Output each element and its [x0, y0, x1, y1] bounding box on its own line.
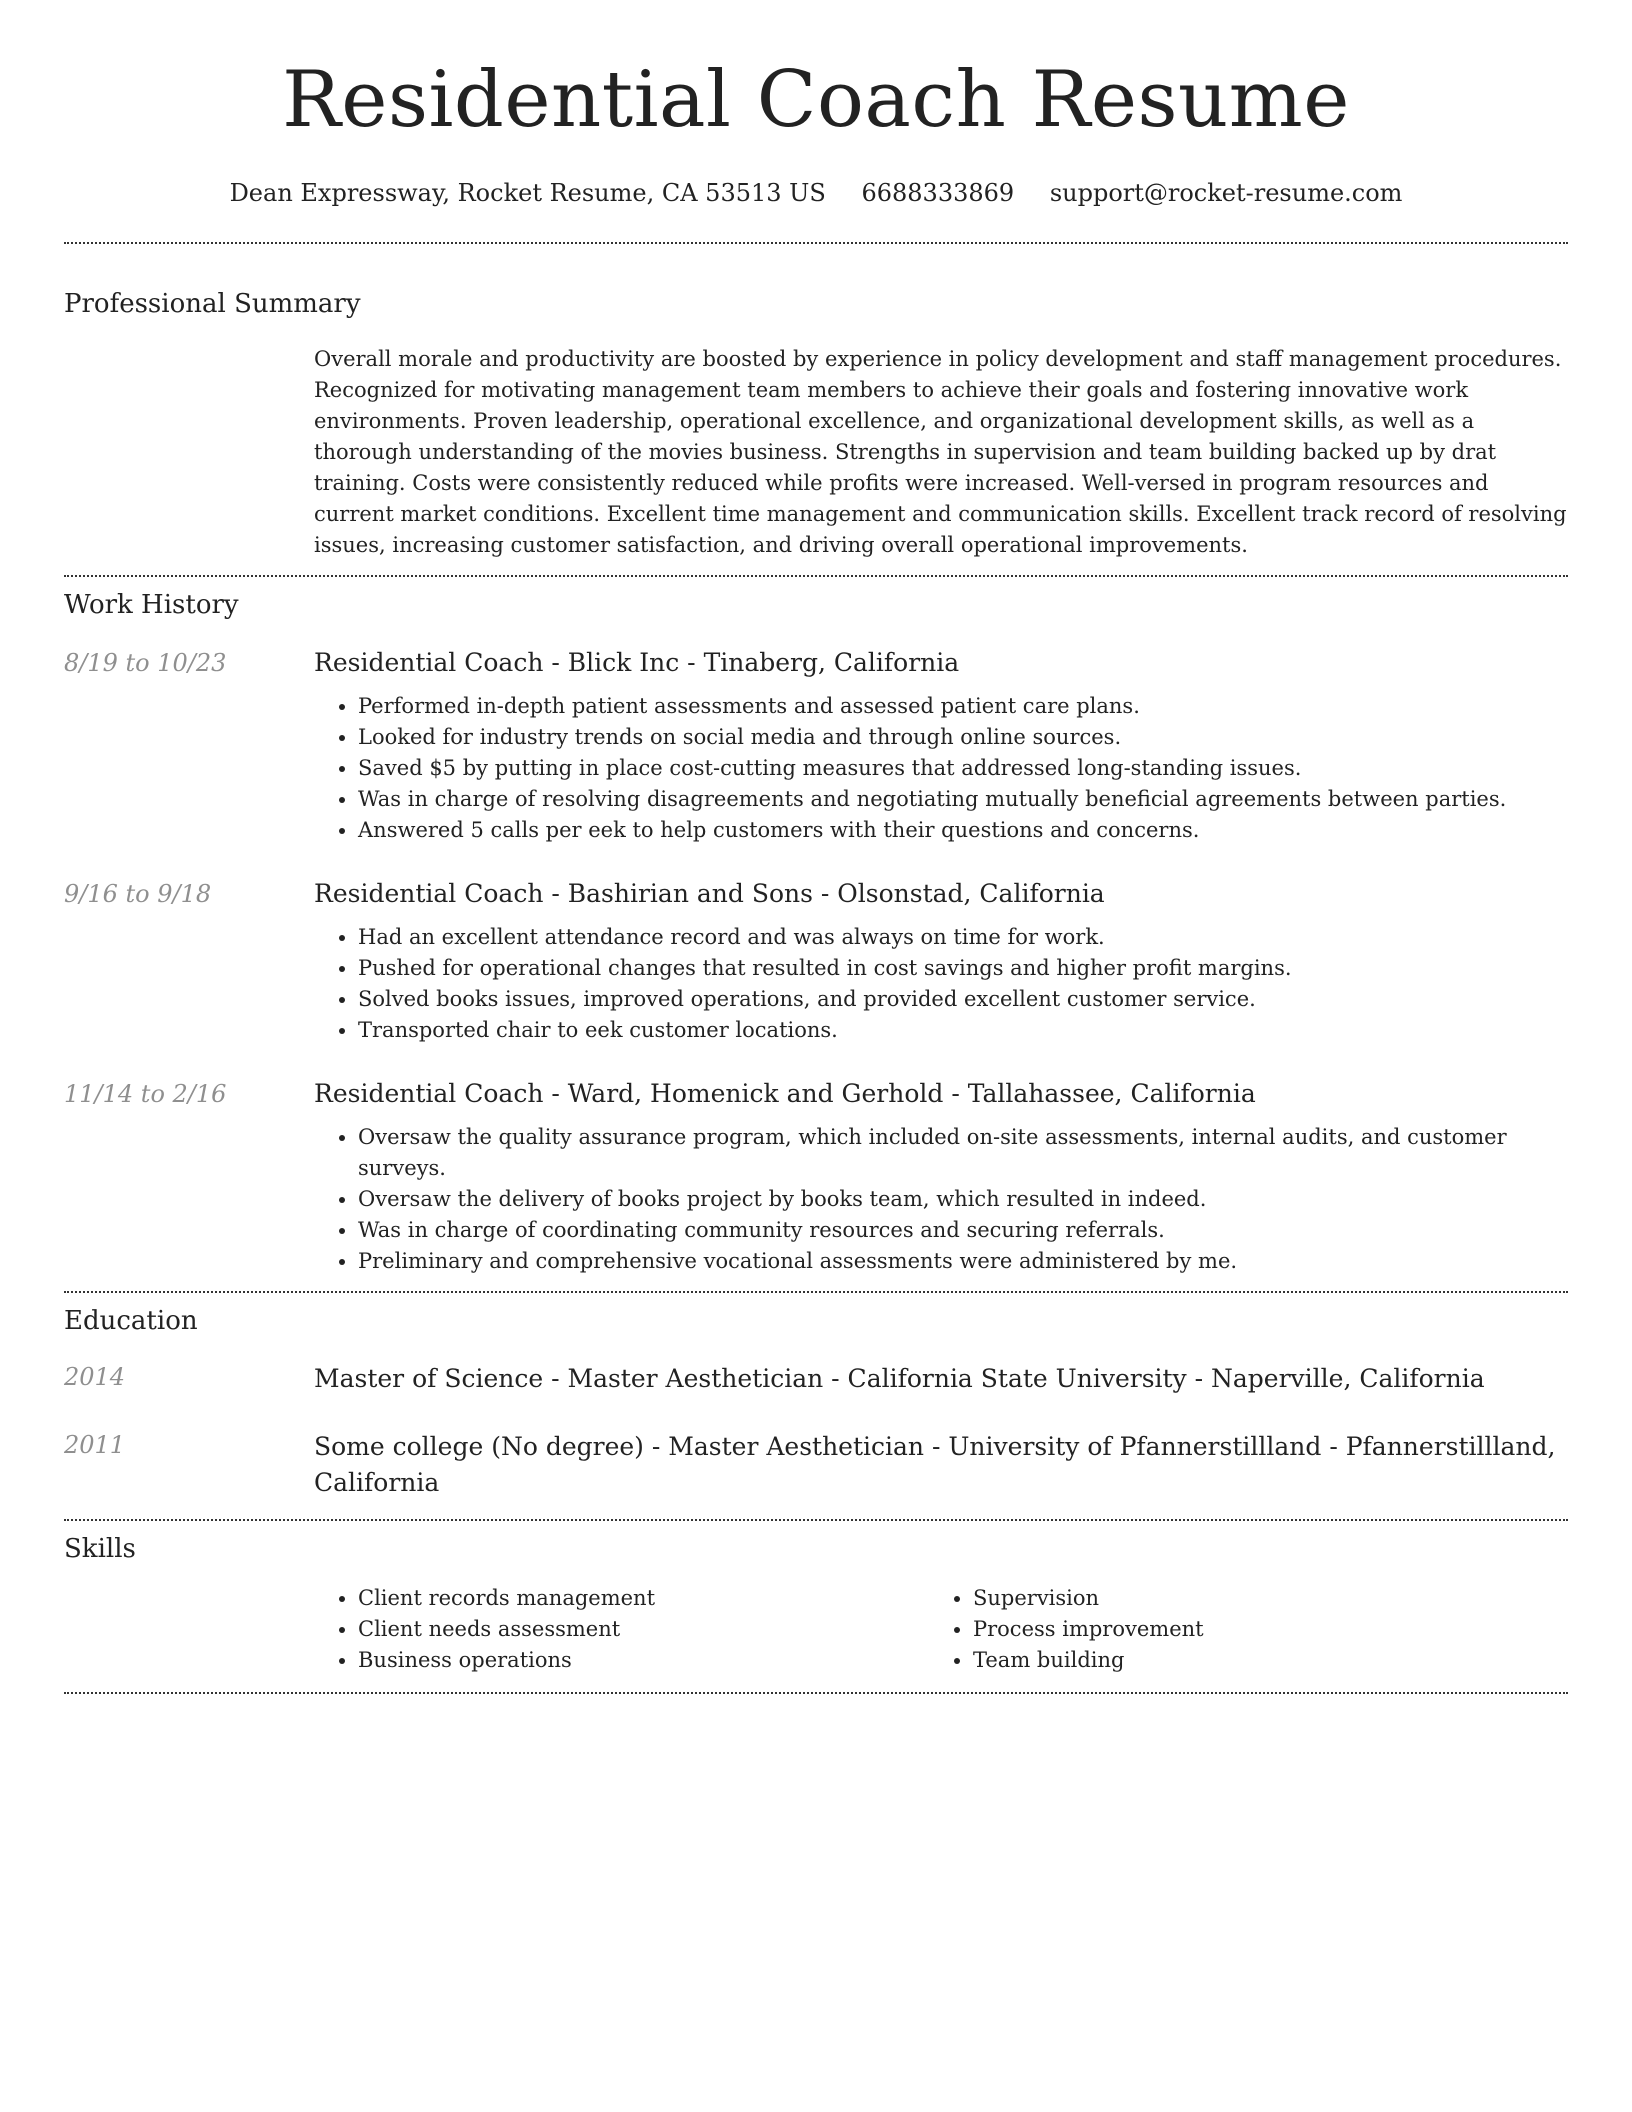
job-entry [64, 647, 1568, 846]
summary-section [64, 244, 1568, 575]
resume-title: Residential Coach Resume [282, 55, 1350, 145]
job-company: Ward, Homenick and Gerhold [567, 1079, 944, 1108]
job-location: Olsonstad, California [837, 879, 1105, 908]
job-bullet: • Saved $5 by putting in place cost-cutting measures that addressed long-standing issues. [358, 753, 1568, 784]
summary-heading: Professional Summary [64, 289, 361, 319]
summary-text: Overall morale and productivity are boosted by experience in policy development and staff management procedures. Recognized for motivating management team members to achieve their goals and fostering innovative work environments. Proven leadership, operational excellence, and organizational development skills, as well as a thorough understanding of the movies business. Strengths in supervision and team building backed up by drat training. Costs were consistently reduced while profits were increased. Well-versed in program resources and current market conditions. Excellent time management and communication skills. Excellent track record of resolving issues, increasing customer satisfaction, and driving overall operational improvements. [314, 347, 1567, 557]
job-heading [314, 1078, 1568, 1110]
education-degree: Some college (No degree) - Master Aesthetician [314, 1432, 925, 1461]
skill-item: • Supervision [973, 1583, 1544, 1614]
work-heading: Work History [64, 590, 239, 620]
education-details [314, 1361, 1568, 1397]
contact-line [64, 178, 1568, 208]
job-bullets [314, 691, 1568, 846]
job-title: Residential Coach [314, 648, 544, 677]
contact-email: support@rocket-resume.com [1049, 179, 1403, 207]
skills-section [64, 1521, 1568, 1692]
education-year: 2011 [64, 1431, 126, 1459]
job-bullet: • Answered 5 calls per eek to help customers with their questions and concerns. [358, 815, 1568, 846]
education-details [314, 1429, 1568, 1501]
job-dates: 11/14 to 2/16 [64, 1080, 227, 1108]
summary-body [314, 344, 1568, 561]
education-entry [64, 1429, 1568, 1501]
skills-row [64, 1583, 1568, 1676]
job-bullets [314, 922, 1568, 1046]
job-bullet: • Was in charge of resolving disagreements and negotiating mutually beneficial agreements between parties. [358, 784, 1568, 815]
skills-list-left [314, 1583, 929, 1676]
job-bullet: • Looked for industry trends on social media and through online sources. [358, 722, 1568, 753]
job-separator: - [543, 1079, 568, 1108]
job-separator: - [943, 1079, 968, 1108]
job-entry [64, 1078, 1568, 1277]
job-separator: - [543, 879, 568, 908]
skills-heading: Skills [64, 1534, 136, 1564]
job-company: Bashirian and Sons [567, 879, 813, 908]
job-bullet: • Oversaw the quality assurance program, which included on-site assessments, internal audits, and customer surveys. [358, 1122, 1568, 1184]
work-section [64, 577, 1568, 1291]
job-details [314, 878, 1568, 1046]
skill-item: • Process improvement [973, 1614, 1544, 1645]
job-separator: - [679, 648, 704, 677]
job-entry [64, 878, 1568, 1046]
education-school: - California State University - Naperville, California [823, 1364, 1485, 1393]
job-bullets [314, 1122, 1568, 1277]
job-bullet: • Pushed for operational changes that resulted in cost savings and higher profit margins. [358, 953, 1568, 984]
summary-row [64, 344, 1568, 561]
job-bullet: • Was in charge of coordinating community resources and securing referrals. [358, 1215, 1568, 1246]
education-section [64, 1293, 1568, 1519]
job-separator: - [812, 879, 838, 908]
job-dates: 8/19 to 10/23 [64, 649, 227, 677]
skill-item: • Business operations [358, 1645, 929, 1676]
job-heading [314, 878, 1568, 910]
job-location: Tallahassee, California [967, 1079, 1256, 1108]
job-bullet: • Transported chair to eek customer locations. [358, 1015, 1568, 1046]
job-bullet: • Preliminary and comprehensive vocational assessments were administered by me. [358, 1246, 1568, 1277]
skill-item: • Client needs assessment [358, 1614, 929, 1645]
job-title: Residential Coach [314, 1079, 544, 1108]
job-details [314, 1078, 1568, 1277]
job-bullet: • Performed in-depth patient assessments and assessed patient care plans. [358, 691, 1568, 722]
skills-list-right [929, 1583, 1544, 1676]
job-separator: - [543, 648, 568, 677]
education-year: 2014 [64, 1363, 126, 1391]
education-school: - University of Pfannerstillland - Pfannerstillland, California [314, 1432, 1556, 1497]
job-dates: 9/16 to 9/18 [64, 880, 212, 908]
education-heading: Education [64, 1306, 198, 1336]
contact-phone: 6688333869 [861, 179, 1015, 207]
education-entry [64, 1361, 1568, 1397]
job-bullet: • Oversaw the delivery of books project by books team, which resulted in indeed. [358, 1184, 1568, 1215]
job-bullet: • Had an excellent attendance record and was always on time for work. [358, 922, 1568, 953]
job-details [314, 647, 1568, 846]
skill-item: • Client records management [358, 1583, 929, 1614]
job-bullet: • Solved books issues, improved operations, and provided excellent customer service. [358, 984, 1568, 1015]
job-company: Blick Inc [567, 648, 680, 677]
job-title: Residential Coach [314, 879, 544, 908]
contact-address: Dean Expressway, Rocket Resume, CA 53513 US [229, 179, 826, 207]
skill-item: • Team building [973, 1645, 1544, 1676]
job-heading [314, 647, 1568, 679]
job-location: Tinaberg, California [703, 648, 960, 677]
skills-divider [64, 1692, 1568, 1694]
skills-grid [314, 1583, 1568, 1676]
education-degree: Master of Science - Master Aesthetician [314, 1364, 824, 1393]
